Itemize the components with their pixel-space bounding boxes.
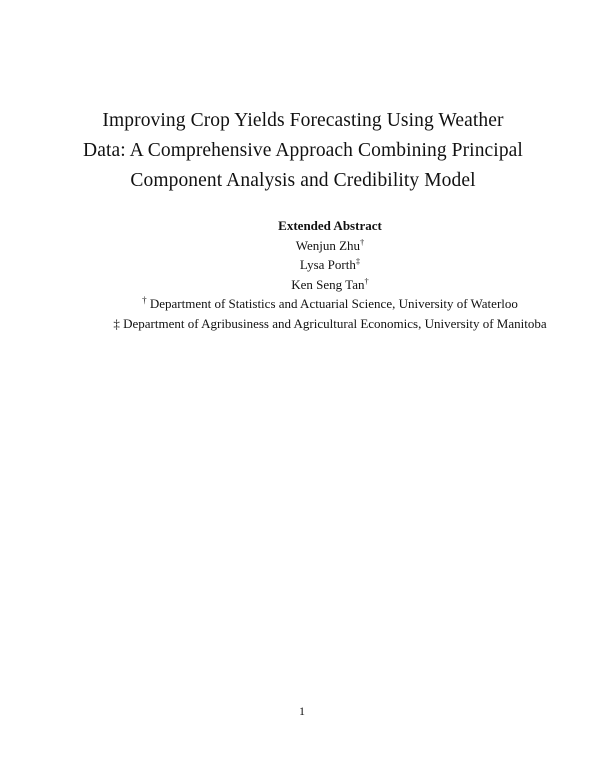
title-line: Data: A Comprehensive Approach Combining Principal (83, 140, 523, 161)
affiliation-mark: ‡ (113, 315, 120, 331)
title-line: Improving Crop Yields Forecasting Using Weather (102, 110, 504, 131)
author-block (0, 216, 600, 333)
title-line: Component Analysis and Credibility Model (130, 170, 476, 191)
page-number: 1 (299, 704, 305, 718)
extended-abstract-label: Extended Abstract (278, 218, 382, 233)
author-name: Wenjun Zhu (295, 237, 361, 253)
affiliation-text: Department of Statistics and Actuarial Science, University of Waterloo (149, 296, 518, 311)
author-mark: † (364, 275, 369, 286)
author-mark: ‡ (355, 256, 361, 266)
paper-title (0, 106, 600, 196)
affiliation-line (0, 314, 600, 334)
author-line (0, 236, 600, 256)
author-line (0, 255, 600, 275)
author-line (0, 275, 600, 295)
affiliation-mark: † (142, 295, 147, 305)
affiliation-line (0, 294, 600, 314)
author-name: Ken Seng Tan (291, 276, 365, 292)
affiliation-text: Department of Agribusiness and Agricultural Economics, University of Manitoba (123, 315, 547, 331)
author-mark: † (360, 236, 365, 247)
author-name: Lysa Porth (299, 257, 356, 272)
